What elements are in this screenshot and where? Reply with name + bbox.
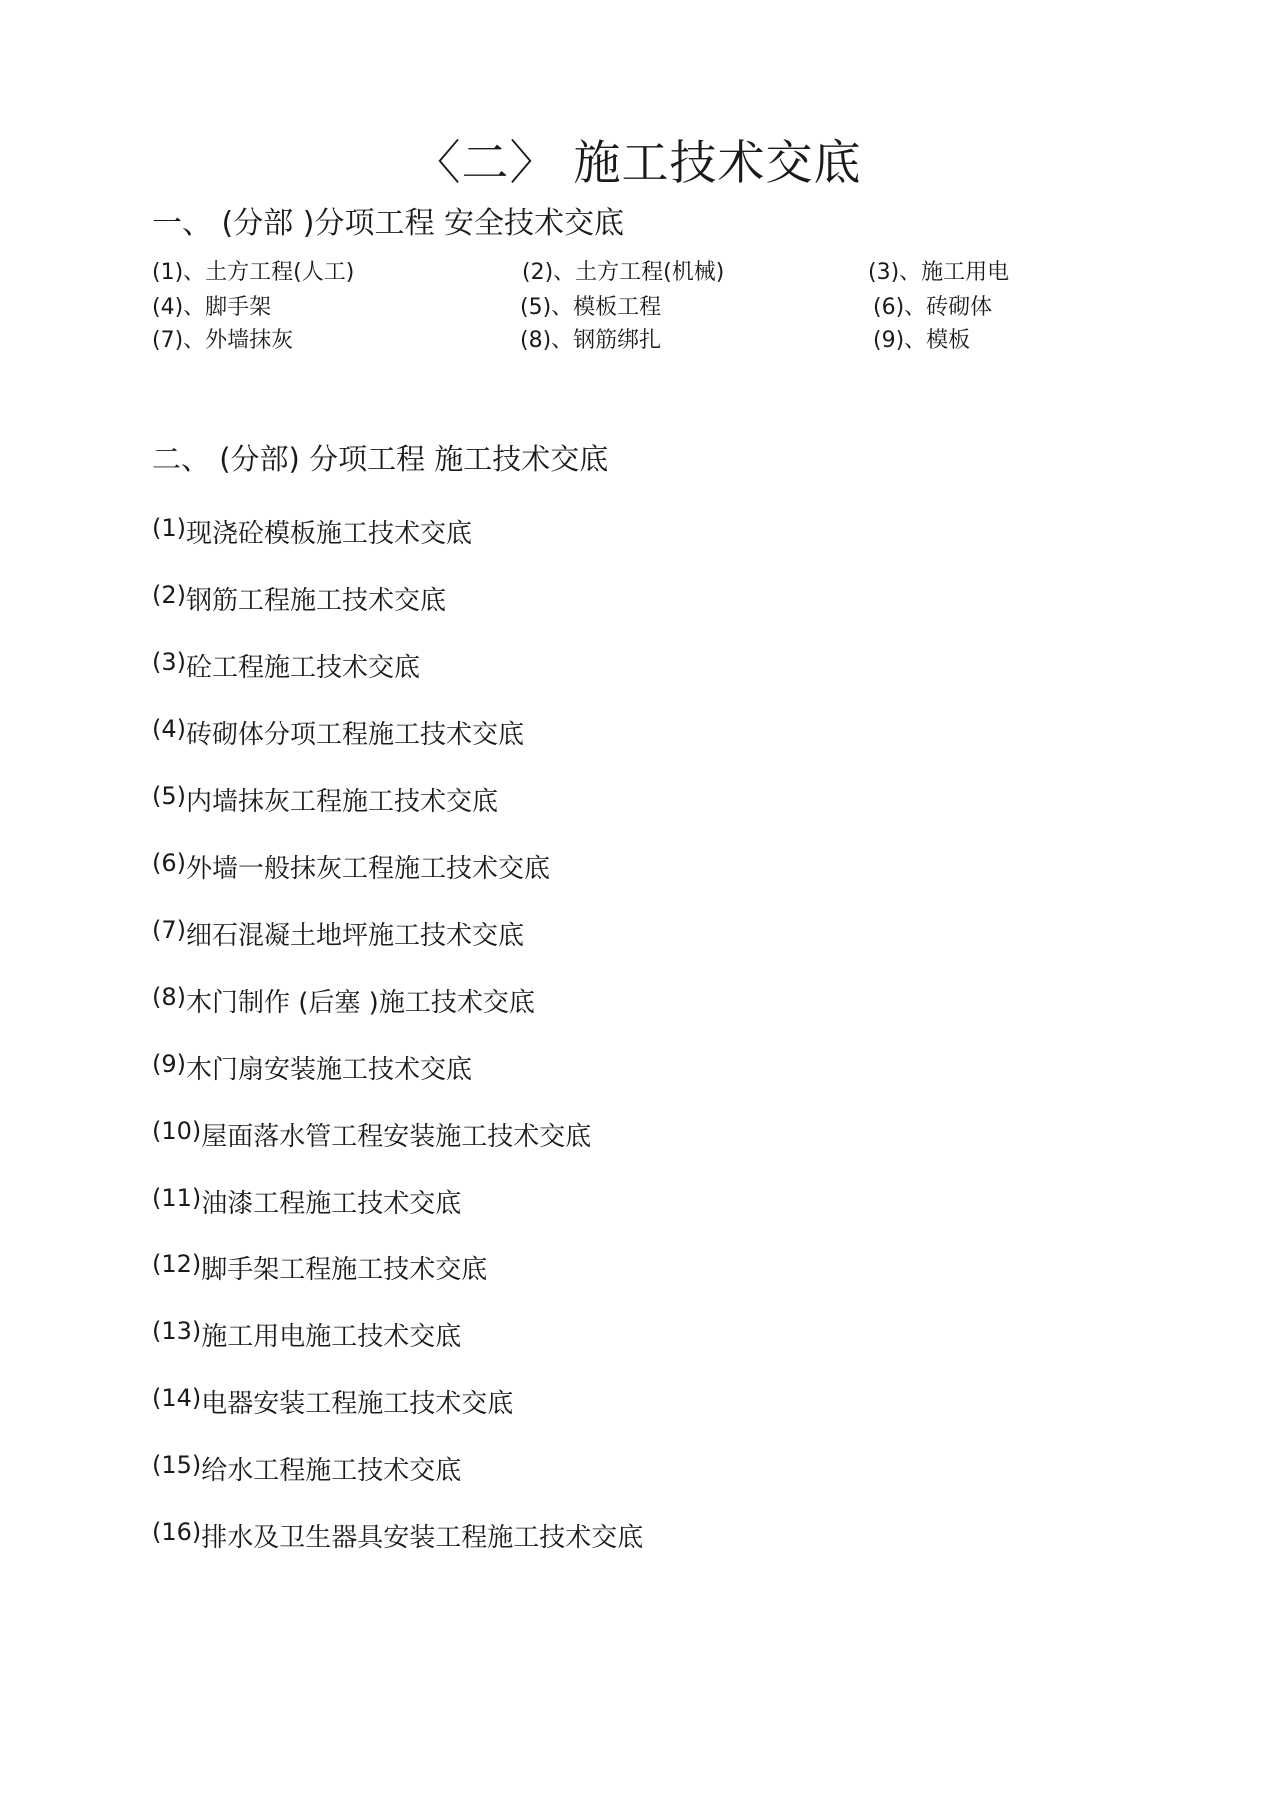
tech-item xyxy=(152,912,524,954)
tech-item xyxy=(152,577,446,619)
safety-item: (7)、外墙抹灰 xyxy=(152,328,294,353)
tech-item-number: (8) xyxy=(152,983,186,1011)
safety-item: (6)、砖砌体 xyxy=(873,295,993,320)
tech-item-text: 电器安装工程施工技术交底 xyxy=(201,1389,514,1419)
tech-item-number: (1) xyxy=(152,514,186,542)
tech-item-text: 脚手架工程施工技术交底 xyxy=(201,1255,488,1285)
tech-item-text: 细石混凝土地坪施工技术交底 xyxy=(186,921,525,951)
tech-item xyxy=(152,644,420,686)
tech-item-number: (16) xyxy=(152,1518,202,1546)
tech-item-text: 油漆工程施工技术交底 xyxy=(201,1189,462,1219)
document-title: 〈二〉 施工技术交底 xyxy=(413,136,862,191)
tech-item xyxy=(152,845,550,887)
tech-item xyxy=(152,1447,461,1489)
safety-item: (2)、土方工程(机械) xyxy=(522,260,725,285)
tech-item xyxy=(152,1380,513,1422)
tech-item-text: 砖砌体分项工程施工技术交底 xyxy=(186,720,525,750)
tech-item-text: 钢筋工程施工技术交底 xyxy=(186,586,447,616)
tech-item-number: (5) xyxy=(152,782,186,810)
tech-item-number: (6) xyxy=(152,849,186,877)
tech-item-number: (4) xyxy=(152,715,186,743)
tech-item-text: 砼工程施工技术交底 xyxy=(186,653,421,683)
tech-item-number: (12) xyxy=(152,1250,202,1278)
tech-item xyxy=(152,1113,591,1155)
tech-item-text: 外墙一般抹灰工程施工技术交底 xyxy=(186,854,551,884)
tech-item xyxy=(152,1514,643,1556)
tech-item xyxy=(152,979,535,1021)
tech-item-text: 给水工程施工技术交底 xyxy=(201,1456,462,1486)
safety-item: (9)、模板 xyxy=(873,328,971,353)
section-1-heading: 一、 (分部 )分项工程 安全技术交底 xyxy=(152,206,625,241)
tech-item-text: 现浇砼模板施工技术交底 xyxy=(186,519,473,549)
tech-item-text: 排水及卫生器具安装工程施工技术交底 xyxy=(201,1523,644,1553)
tech-item-number: (15) xyxy=(152,1451,202,1479)
tech-item-text: 木门扇安装施工技术交底 xyxy=(186,1055,473,1085)
tech-item-number: (3) xyxy=(152,648,186,676)
tech-item xyxy=(152,1246,487,1288)
safety-item: (8)、钢筋绑扎 xyxy=(520,328,662,353)
tech-item-text: 屋面落水管工程安装施工技术交底 xyxy=(201,1122,592,1152)
tech-item-text: 施工用电施工技术交底 xyxy=(201,1322,462,1352)
section-2-heading: 二、 (分部) 分项工程 施工技术交底 xyxy=(152,442,609,476)
tech-item xyxy=(152,1313,461,1355)
tech-item-number: (10) xyxy=(152,1117,202,1145)
tech-item-number: (13) xyxy=(152,1317,202,1345)
tech-item xyxy=(152,778,498,820)
safety-item: (3)、施工用电 xyxy=(868,260,1010,285)
tech-item-number: (7) xyxy=(152,916,186,944)
tech-item-number: (2) xyxy=(152,581,186,609)
tech-item xyxy=(152,510,472,552)
tech-item-text: 木门制作 (后塞 )施工技术交底 xyxy=(186,988,535,1018)
tech-item xyxy=(152,1180,461,1222)
tech-item-number: (11) xyxy=(152,1184,202,1212)
tech-item xyxy=(152,1046,472,1088)
tech-item xyxy=(152,711,524,753)
safety-item: (1)、土方工程(人工) xyxy=(152,260,355,285)
tech-item-number: (14) xyxy=(152,1384,202,1412)
safety-item: (4)、脚手架 xyxy=(152,295,272,320)
tech-item-text: 内墙抹灰工程施工技术交底 xyxy=(186,787,499,817)
tech-item-number: (9) xyxy=(152,1050,186,1078)
safety-item: (5)、模板工程 xyxy=(520,295,662,320)
